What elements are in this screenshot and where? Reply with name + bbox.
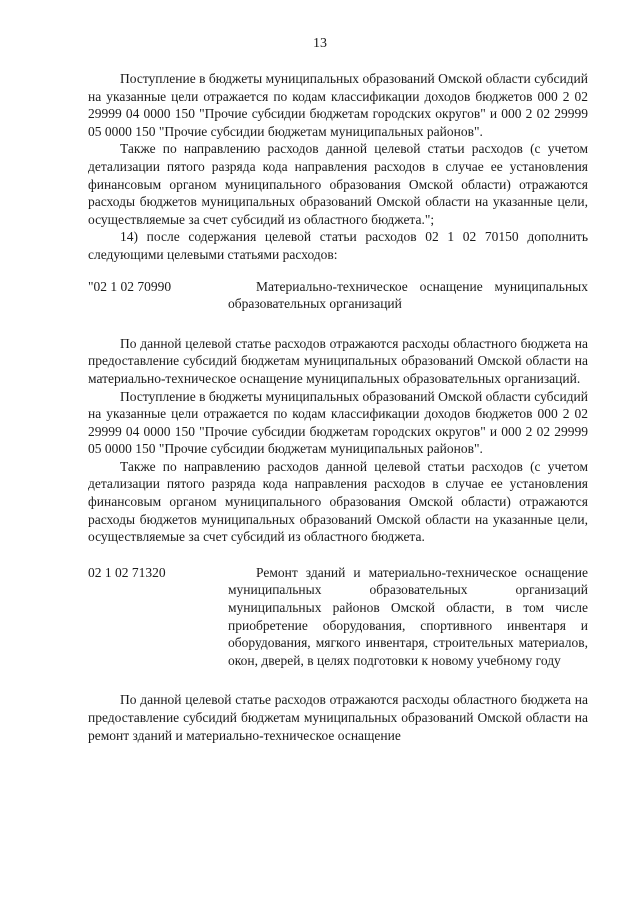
target-article-entry-70990	[88, 278, 588, 313]
target-article-title: Материально-техническое оснащение муниципальных образовательных организаций	[228, 278, 588, 312]
paragraph-subsidy-receipt: Поступление в бюджеты муниципальных образований Омской области субсидий на указанные цели отражается по кодам классификации доходов бюджетов 000 2 02 29999 04 0000 150 "Прочие субсидии бюджетам городских округов" и 000 2 02 29999 05 0000 150 "Прочие субсидии бюджетам муниципальных районов".	[88, 388, 588, 457]
target-article-entry-71320	[88, 564, 588, 670]
page-number: 13	[313, 36, 327, 51]
target-article-code: 02 1 02 71320	[88, 564, 166, 580]
paragraph-subsidy-receipt: Поступление в бюджеты муниципальных образований Омской области субсидий на указанные цели отражается по кодам классификации доходов бюджетов 000 2 02 29999 04 0000 150 "Прочие субсидии бюджетам городских округов" и 000 2 02 29999 05 0000 150 "Прочие субсидии бюджетам муниципальных районов".	[88, 71, 588, 139]
paragraph-article-description: По данной целевой статье расходов отражаются расходы областного бюджета на предоставление субсидий бюджетам муниципальных образований Омской области на ремонт зданий и материально-техническое оснащение	[88, 692, 588, 743]
paragraph-expense-direction: Также по направлению расходов данной целевой статьи расходов (с учетом детализации пятого разряда кода направления расходов в случае ее установления финансовым органом муниципального образования Омской области) отражаются расходы бюджетов муниципальных образований Омской области на указанные цели, осуществляемые за счет субсидий из областного бюджета.";	[88, 141, 588, 227]
paragraph-amendment-14: 14) после содержания целевой статьи расходов 02 1 02 70150 дополнить следующими целевыми статьями расходов:	[88, 229, 588, 262]
target-article-title: Ремонт зданий и материально-техническое оснащение муниципальных образовательных организаций муниципальных районов Омской области, в том числе приобретение оборудования, спортивного инвентаря и оборудования, мягкого инвентаря, строительных материалов, окон, дверей, в целях подготовки к новому учебному году	[228, 564, 588, 668]
document-body	[88, 70, 588, 744]
paragraph-expense-direction: Также по направлению расходов данной целевой статьи расходов (с учетом детализации пятого разряда кода направления расходов в случае ее установления финансовым органом муниципального образования Омской области) отражаются расходы бюджетов муниципальных образований Омской области на указанные цели, осуществляемые за счет субсидий из областного бюджета.	[88, 458, 588, 545]
paragraph-article-description: По данной целевой статье расходов отражаются расходы областного бюджета на предоставление субсидий бюджетам муниципальных образований Омской области на материально-техническое оснащение муниципальных образовательных организаций.	[88, 335, 588, 386]
target-article-code: "02 1 02 70990	[88, 278, 172, 294]
